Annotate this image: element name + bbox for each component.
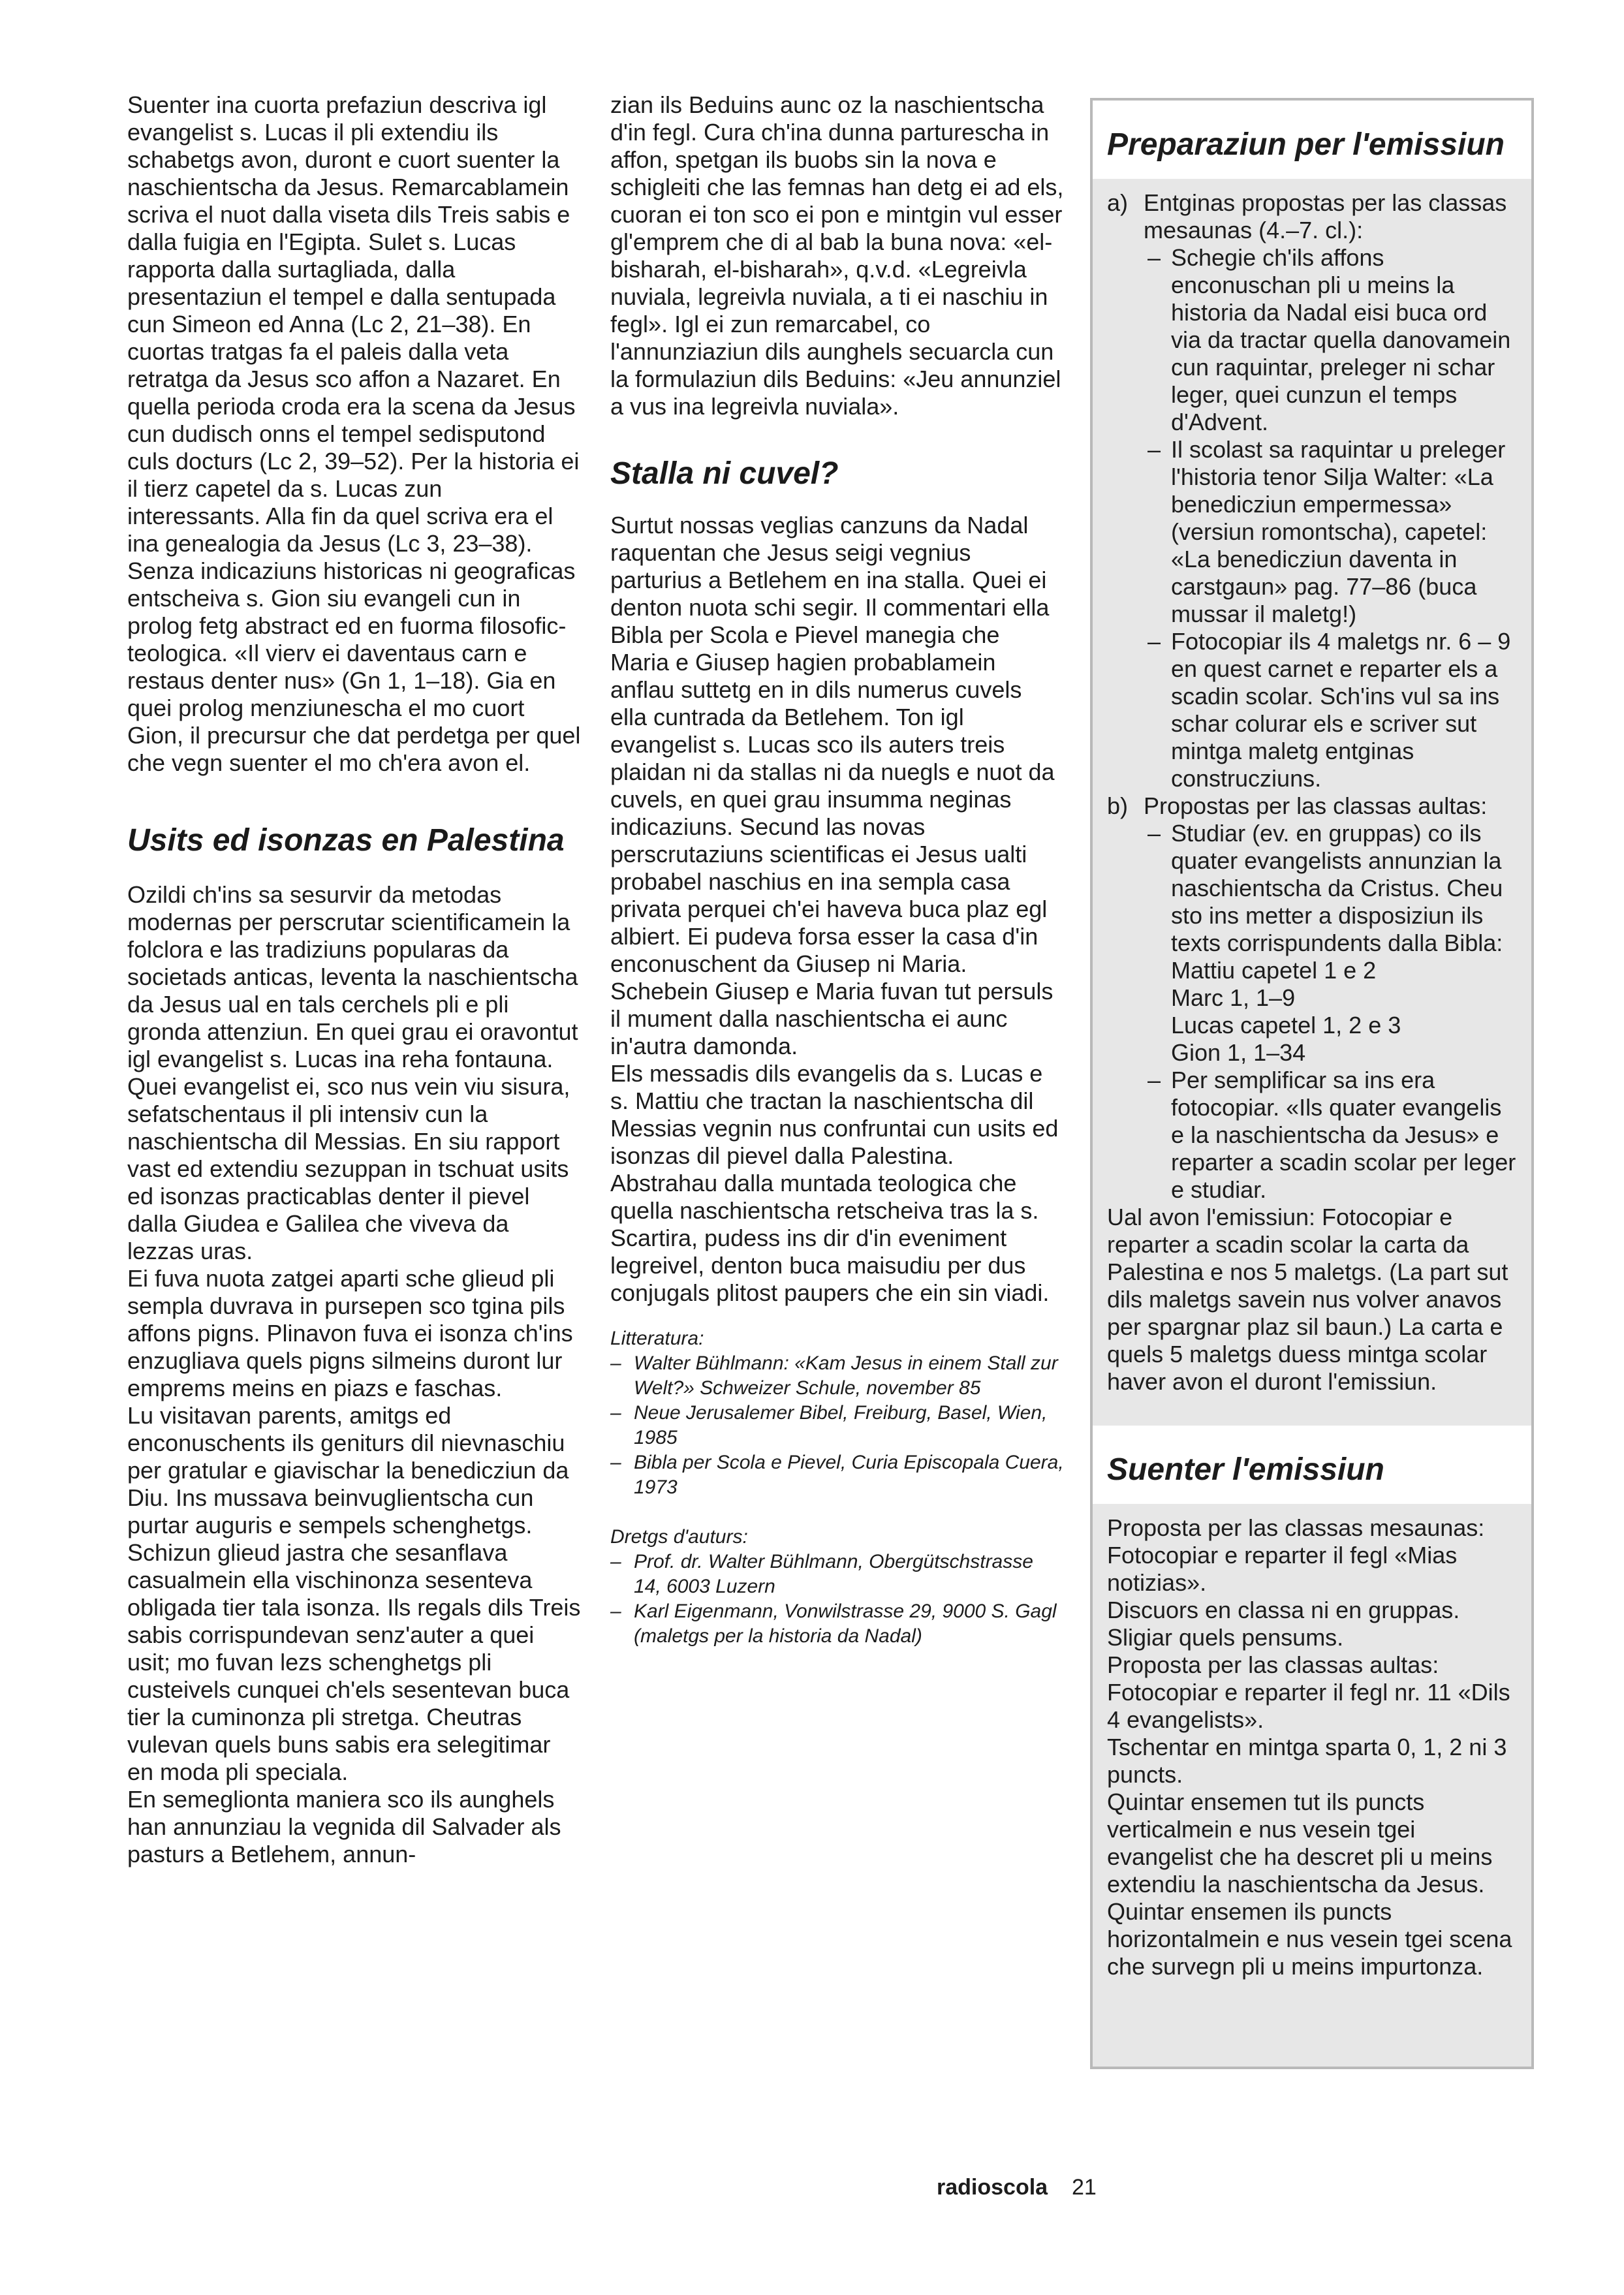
- paragraph: Ei fuva nuota zatgei aparti sche glieud pli sempla duvrava in pursepen sco tgina pils affons pigns. Plinavon fuva ei isonza ch'ins enzugliava quels pigns silmeins duront lur emprems meins en piazs e faschas.: [127, 1265, 573, 1401]
- section-a-list: [1107, 244, 1517, 792]
- after-line: Proposta per las classas mesaunas:: [1107, 1514, 1485, 1541]
- column-left: [127, 91, 581, 1868]
- section-letter: a): [1107, 189, 1129, 216]
- after-line: Proposta per las classas aultas:: [1107, 1651, 1439, 1678]
- paragraph: Ozildi ch'ins sa sesurvir da metodas modernas per perscrutar scientificamein la folclora e las tradiziuns popularas da societads anticas, leventa la naschientscha da Jesus ual en tals cerchels pli e pli gronda attenziun. En quei grau ei oravontut igl evangelist s. Lucas ina reha fontauna. Quei evangelist ei, sco nus vein viu sisura, sefatschentaus il pli intensiv cun la naschientscha dil Messias. En siu rapport vast ed extendiu sezuppan in tschuat usits ed isonzas practicablas denter il pievel dalla Giudea e Galilea che viveva da lezzas uras.: [127, 881, 578, 1264]
- after-line: Fotocopiar e reparter il fegl «Mias notizias».: [1107, 1542, 1458, 1596]
- section-heading: Stalla ni cuvel?: [610, 456, 839, 491]
- literature-item: – Neue Jerusalemer Bibel, Freiburg, Basel, Wien, 1985: [610, 1401, 1064, 1450]
- bible-ref: Gion 1, 1–34: [1171, 1039, 1306, 1066]
- list-item: – Il scolast sa raquintar u preleger l'historia tenor Silja Walter: «La benedicziun empermessa» (versiun romontscha), capetel: «La benedicziun daventa in carstgaun» pag. 77–86 (buca mussar il maletg!): [1148, 436, 1517, 628]
- preparation-box: [1090, 98, 1534, 2069]
- paragraph: Els messadis dils evangelis da s. Lucas e s. Mattiu che tractan la naschientscha dil Messias vegnin nus confruntai cun usits ed isonzas dil pievel dalla Palestina. Abstrahau dalla muntada teologica che quella naschientscha retscheiva tras la s. Scartira, pudess ins dir d'in eveniment legreivel, denton buca maisudiu per dus conjugals plitost paupers che ein sin viadi.: [610, 1060, 1059, 1306]
- list-item: – Fotocopiar ils 4 maletgs nr. 6 – 9 en quest carnet e reparter els a scadin scolar. Sch'ins vul sa ins schar colurar els e scriver sut mintga maletg entginas construcziuns.: [1148, 628, 1517, 792]
- author-item: – Karl Eigenmann, Vonwilstrasse 29, 9000 S. Gagl (maletgs per la historia da Nadal): [610, 1599, 1064, 1649]
- section-a: [1107, 189, 1517, 244]
- section-b-list: [1107, 820, 1517, 1204]
- column-middle: [610, 91, 1064, 1649]
- literature-item: – Walter Bühlmann: «Kam Jesus in einem Stall zur Welt?» Schweizer Schule, november 85: [610, 1351, 1064, 1401]
- box-title: Preparaziun per l'emissiun: [1093, 101, 1531, 179]
- list-item: – Schegie ch'ils affons enconuschan pli u meins la historia da Nadal eisi buca ord via da tractar quella danovamein cun raquintar, preleger ni schar leger, quei cunzun el temps d'Advent.: [1148, 244, 1517, 436]
- after-line: Fotocopiar e reparter il fegl nr. 11 «Dils 4 evangelists».: [1107, 1679, 1510, 1733]
- page-footer: [937, 2174, 1097, 2200]
- authors-heading: Dretgs d'auturs:: [610, 1526, 748, 1548]
- list-item-text: Studiar (ev. en gruppas) co ils quater evangelists annunzian la naschientscha da Cristus. Cheu sto ins metter a disposiziun ils texts corrispundents dalla Bibla:: [1171, 820, 1503, 956]
- bible-ref: Lucas capetel 1, 2 e 3: [1171, 1012, 1401, 1038]
- section-b: [1107, 792, 1517, 820]
- paragraph: En semeglionta maniera sco ils aunghels han annunziau la vegnida dil Salvader als pasturs a Betlehem, annun-: [127, 1786, 561, 1867]
- paragraph: Suenter ina cuorta prefaziun descriva igl evangelist s. Lucas il pli extendiu ils schabetgs avon, duront e cuort suenter la naschientscha da Jesus. Remarcablamein scriva el nuot dalla viseta dils Treis sabis e dalla fuigia en l'Egipta. Sulet s. Lucas rapporta dalla surtagliada, dalla presentaziun el tempel e dalla sentupada cun Simeon ed Anna (Lc 2, 21–38). En cuortas tratgas fa el paleis dalla veta retratga da Jesus sco affon a Nazaret. En quella perioda croda era la scena da Jesus cun dudisch onns el tempel sedisputond culs docturs (Lc 2, 39–52). Per la historia ei il tierz capetel da s. Lucas zun interessants. Alla fin da quel scriva era el ina genealogia da Jesus (Lc 3, 23–38).: [127, 91, 580, 557]
- bible-ref: Mattiu capetel 1 e 2: [1171, 957, 1377, 984]
- section-b-text: Propostas per las classas aultas:: [1144, 792, 1488, 819]
- section-letter: b): [1107, 792, 1129, 819]
- after-line: Discuors en classa ni en gruppas.: [1107, 1597, 1460, 1623]
- literature-list: [610, 1351, 1064, 1500]
- paragraph: Surtut nossas veglias canzuns da Nadal raquentan che Jesus seigi vegnius parturius a Betlehem en ina stalla. Quei ei denton nuota schi segir. Il commentari ella Bibla per Scola e Pievel manegia che Maria e Giusep hagien probablamein anflau suttetg en in dils numerus cuvels ella cuntrada da Betlehem. Ton igl evangelist s. Lucas sco ils auters treis plaidan ni da stallas ni da nuegls e nuot da cuvels, en quei grau insumma neginas indicaziuns. Secund las novas perscrutaziuns scientificas ei Jesus ualti probabel naschius en ina sempla casa privata perquei ch'ei haveva buca plaz egl albiert. Ei pudeva forsa esser la casa d'in enconuschent da Giusep ni Maria. Schebein Giusep e Maria fuvan tut persuls il mument dalla naschientscha ei aunc in'autra damonda.: [610, 512, 1055, 1059]
- literature-heading: Litteratura:: [610, 1328, 704, 1349]
- publication-name: radioscola: [937, 2175, 1048, 2200]
- section-heading: Usits ed isonzas en Palestina: [127, 823, 565, 858]
- list-item: [1148, 820, 1517, 1067]
- before-broadcast-text: Ual avon l'emissiun: Fotocopiar e reparter a scadin scolar la carta da Palestina e nos 5 maletgs. (La part sut dils maletgs savein nus volver anavos per spargnar plaz sil baun.) La carta e quels 5 maletgs duess mintga scolar haver avon el duront l'emissiun.: [1107, 1204, 1508, 1395]
- paragraph: Lu visitavan parents, amitgs ed enconuschents ils geniturs dil nievnaschiu per gratular e giavischar la benedicziun da Diu. Ins mussava beinvuglientscha cun purtar auguris e sempels schenghetgs. Schizun glieud jastra che sesanflava casualmein ella vischinonza sesenteva obligada tier tala isonza. Ils regals dils Treis sabis corrispundevan senz'auter a quei usit; mo fuvan lezs schenghetgs pli custeivels cunquei ch'els sesentevan buca tier la cuminonza pli stretga. Cheutras vulevan quels buns sabis era selegitimar en moda pli speciala.: [127, 1402, 581, 1785]
- list-item: – Per semplificar sa ins era fotocopiar. «Ils quater evangelis e la naschientscha da Jesus» e reparter a scadin scolar per leger e studiar.: [1148, 1067, 1517, 1204]
- after-line: Sligiar quels pensums.: [1107, 1624, 1344, 1651]
- bible-ref: Marc 1, 1–9: [1171, 984, 1296, 1011]
- after-line: Quintar ensemen ils puncts horizontalmein e nus vesein tgei scena che survegn pli u meins impurtonza.: [1107, 1898, 1512, 1980]
- box-title: Suenter l'emissiun: [1093, 1426, 1531, 1504]
- paragraph: Senza indicaziuns historicas ni geograficas entscheiva s. Gion siu evangeli cun in prolog fetg abstract ed en fuorma filosofic-teologica. «Il vierv ei daventaus carn e restaus denter nus» (Gn 1, 1–18). Gia en quei prolog menziunescha el mo cuort Gion, il precursur che dat perdetga per quel che vegn suenter el mo ch'era avon el.: [127, 557, 581, 776]
- after-line: Quintar ensemen tut ils puncts verticalmein e nus vesein tgei evangelist che ha descret pli u meins extendiu la naschientscha da Jesus.: [1107, 1788, 1493, 1897]
- after-line: Tschentar en mintga sparta 0, 1, 2 ni 3 puncts.: [1107, 1734, 1507, 1788]
- author-item: – Prof. dr. Walter Bühlmann, Obergütschstrasse 14, 6003 Luzern: [610, 1550, 1064, 1599]
- section-a-text: Entginas propostas per las classas mesaunas (4.–7. cl.):: [1144, 189, 1507, 243]
- page-number: 21: [1071, 2175, 1097, 2200]
- authors-list: [610, 1550, 1064, 1649]
- literature-item: – Bibla per Scola e Pievel, Curia Episcopala Cuera, 1973: [610, 1450, 1064, 1500]
- paragraph: zian ils Beduins aunc oz la naschientscha d'in fegl. Cura ch'ina dunna parturescha in affon, spetgan ils buobs sin la nova e schigleiti che las femnas han detg ei ad els, cuoran ei ton sco ei pon e mintgin vul esser gl'emprem che di al bab la buna nova: «el-bisharah, el-bisharah», q.v.d. «Legreivla nuviala, legreivla nuviala, a ti ei naschiu in fegl». Igl ei zun remarcabel, co l'annunziaziun dils aunghels secuarcla cun la formulaziun dils Beduins: «Jeu annunziel a vus ina legreivla nuviala».: [610, 91, 1064, 420]
